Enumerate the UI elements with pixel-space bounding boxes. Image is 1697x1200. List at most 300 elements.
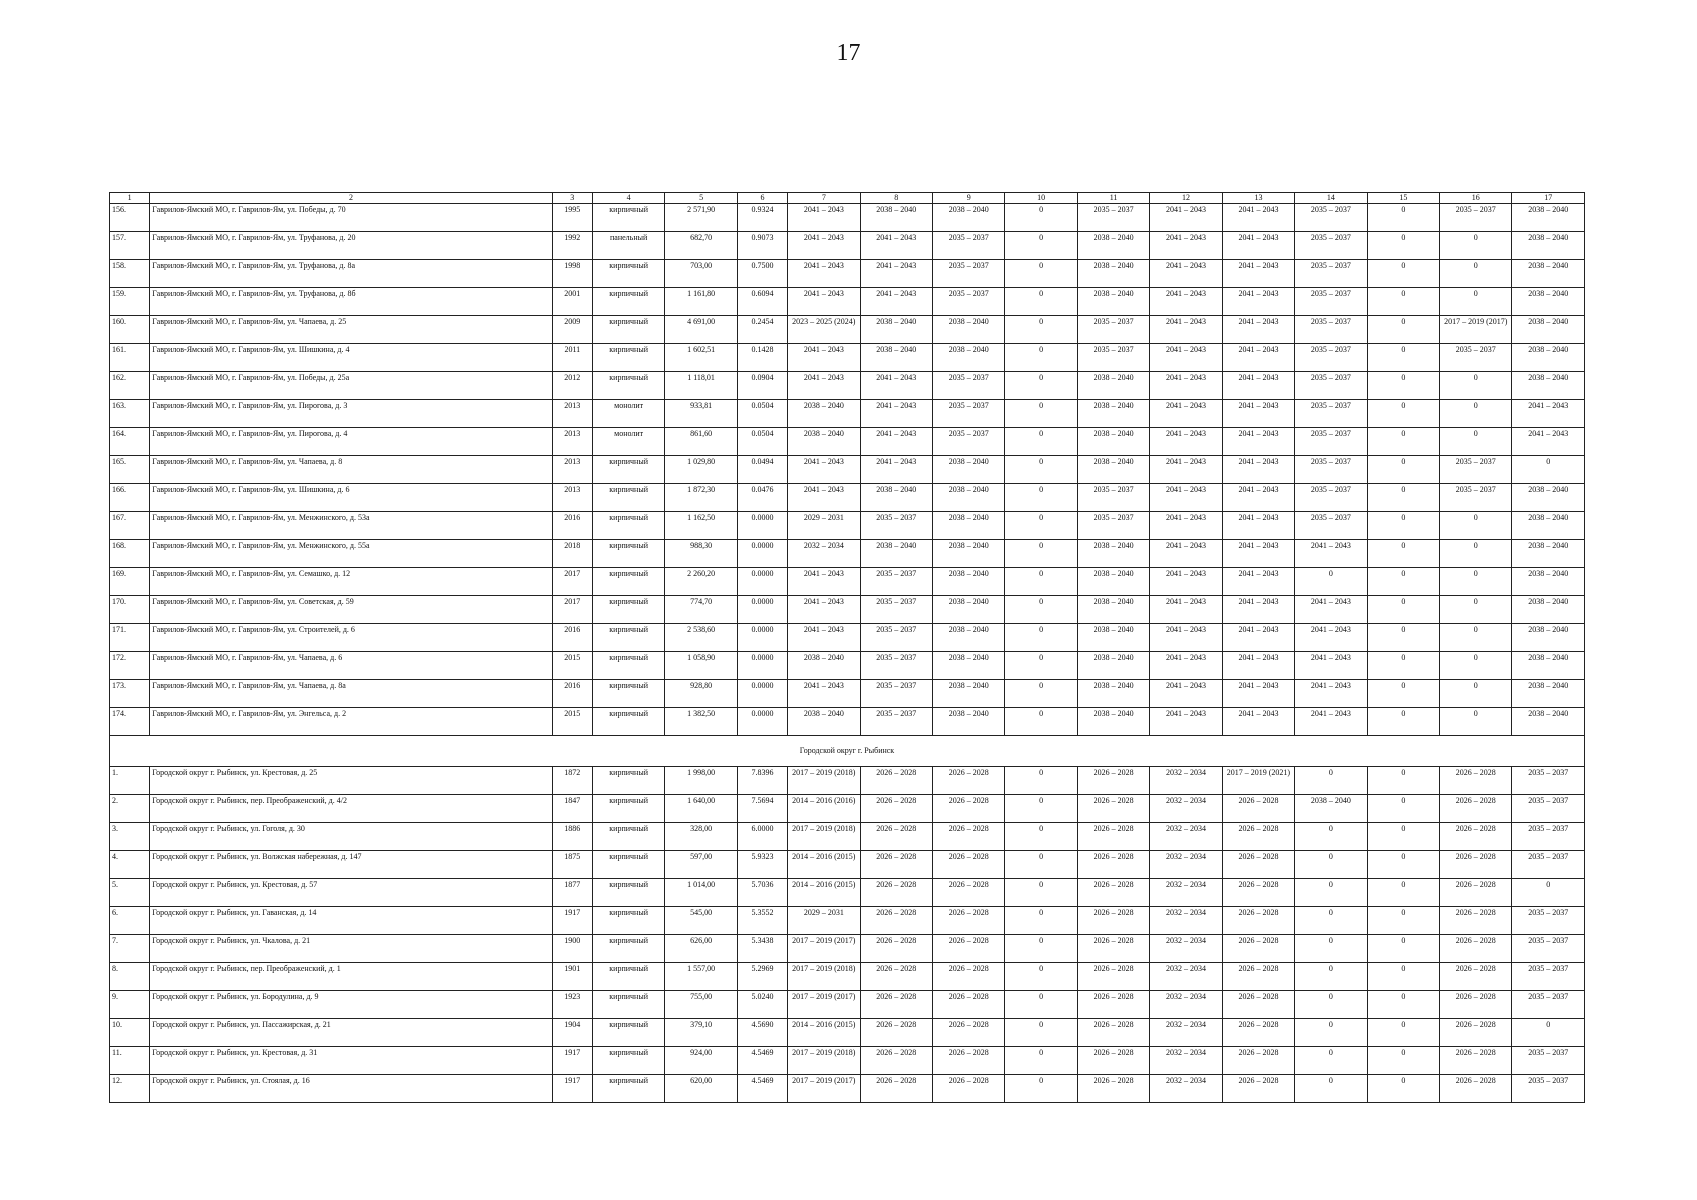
cell-col-10: 0 — [1005, 795, 1077, 823]
cell-col-17: 2038 – 2040 — [1512, 316, 1585, 344]
table-row — [110, 935, 1585, 963]
cell-col-12: 2041 – 2043 — [1150, 624, 1222, 652]
cell-col-17: 0 — [1512, 1019, 1585, 1047]
cell-col-12: 2041 – 2043 — [1150, 568, 1222, 596]
cell-col-8: 2035 – 2037 — [860, 596, 932, 624]
cell-col-3: 1872 — [552, 767, 592, 795]
cell-col-17: 2038 – 2040 — [1512, 568, 1585, 596]
cell-col-1: 160. — [110, 316, 150, 344]
cell-col-2: Гаврилов-Ямский МО, г. Гаврилов-Ям, ул. Шишкина, д. 6 — [150, 484, 552, 512]
cell-col-7: 2017 – 2019 (2018) — [788, 823, 860, 851]
cell-col-17: 2035 – 2037 — [1512, 795, 1585, 823]
cell-col-6: 0.0000 — [737, 708, 787, 736]
cell-col-13: 2041 – 2043 — [1222, 680, 1294, 708]
cell-col-6: 5.9323 — [737, 851, 787, 879]
table-body-rybinsk — [110, 767, 1585, 1103]
cell-col-5: 861,60 — [665, 428, 737, 456]
cell-col-10: 0 — [1005, 1075, 1077, 1103]
cell-col-8: 2026 – 2028 — [860, 1047, 932, 1075]
cell-col-3: 2016 — [552, 512, 592, 540]
cell-col-10: 0 — [1005, 767, 1077, 795]
cell-col-4: кирпичный — [592, 823, 664, 851]
cell-col-16: 2026 – 2028 — [1440, 991, 1512, 1019]
cell-col-6: 0.0000 — [737, 680, 787, 708]
cell-col-3: 2013 — [552, 456, 592, 484]
cell-col-14: 2041 – 2043 — [1295, 708, 1367, 736]
cell-col-12: 2041 – 2043 — [1150, 316, 1222, 344]
cell-col-6: 0.0000 — [737, 568, 787, 596]
cell-col-15: 0 — [1367, 1047, 1439, 1075]
cell-col-11: 2038 – 2040 — [1077, 456, 1149, 484]
table-row — [110, 963, 1585, 991]
cell-col-6: 7.8396 — [737, 767, 787, 795]
cell-col-15: 0 — [1367, 652, 1439, 680]
cell-col-8: 2035 – 2037 — [860, 680, 932, 708]
cell-col-7: 2041 – 2043 — [788, 260, 860, 288]
table-row — [110, 428, 1585, 456]
cell-col-17: 2038 – 2040 — [1512, 344, 1585, 372]
cell-col-1: 1. — [110, 767, 150, 795]
cell-col-9: 2026 – 2028 — [932, 795, 1004, 823]
cell-col-6: 0.0504 — [737, 428, 787, 456]
cell-col-17: 2035 – 2037 — [1512, 1047, 1585, 1075]
cell-col-10: 0 — [1005, 1019, 1077, 1047]
cell-col-1: 159. — [110, 288, 150, 316]
cell-col-5: 379,10 — [665, 1019, 737, 1047]
cell-col-7: 2017 – 2019 (2018) — [788, 963, 860, 991]
cell-col-16: 0 — [1440, 624, 1512, 652]
cell-col-2: Городской округ г. Рыбинск, ул. Пассажирская, д. 21 — [150, 1019, 552, 1047]
cell-col-14: 0 — [1295, 1019, 1367, 1047]
cell-col-3: 2015 — [552, 652, 592, 680]
cell-col-7: 2041 – 2043 — [788, 568, 860, 596]
cell-col-14: 2035 – 2037 — [1295, 204, 1367, 232]
cell-col-5: 682,70 — [665, 232, 737, 260]
cell-col-13: 2041 – 2043 — [1222, 596, 1294, 624]
cell-col-8: 2035 – 2037 — [860, 708, 932, 736]
cell-col-17: 0 — [1512, 456, 1585, 484]
column-header-1: 1 — [110, 193, 150, 204]
cell-col-8: 2026 – 2028 — [860, 795, 932, 823]
cell-col-5: 928,80 — [665, 680, 737, 708]
cell-col-10: 0 — [1005, 372, 1077, 400]
cell-col-16: 2026 – 2028 — [1440, 963, 1512, 991]
cell-col-5: 1 029,80 — [665, 456, 737, 484]
cell-col-3: 2017 — [552, 596, 592, 624]
cell-col-17: 2041 – 2043 — [1512, 428, 1585, 456]
cell-col-1: 157. — [110, 232, 150, 260]
cell-col-4: кирпичный — [592, 540, 664, 568]
cell-col-2: Гаврилов-Ямский МО, г. Гаврилов-Ям, ул. Шишкина, д. 4 — [150, 344, 552, 372]
cell-col-9: 2035 – 2037 — [932, 232, 1004, 260]
cell-col-2: Гаврилов-Ямский МО, г. Гаврилов-Ям, ул. Менжинского, д. 53а — [150, 512, 552, 540]
cell-col-6: 4.5690 — [737, 1019, 787, 1047]
cell-col-15: 0 — [1367, 851, 1439, 879]
cell-col-10: 0 — [1005, 823, 1077, 851]
cell-col-9: 2026 – 2028 — [932, 935, 1004, 963]
cell-col-1: 167. — [110, 512, 150, 540]
cell-col-14: 2035 – 2037 — [1295, 456, 1367, 484]
cell-col-3: 2016 — [552, 624, 592, 652]
table-row — [110, 596, 1585, 624]
cell-col-9: 2035 – 2037 — [932, 372, 1004, 400]
cell-col-2: Гаврилов-Ямский МО, г. Гаврилов-Ям, ул. Строителей, д. 6 — [150, 624, 552, 652]
cell-col-13: 2041 – 2043 — [1222, 344, 1294, 372]
cell-col-1: 5. — [110, 879, 150, 907]
cell-col-16: 0 — [1440, 652, 1512, 680]
cell-col-11: 2026 – 2028 — [1077, 1075, 1149, 1103]
cell-col-3: 1917 — [552, 1047, 592, 1075]
cell-col-2: Гаврилов-Ямский МО, г. Гаврилов-Ям, ул. Труфанова, д. 20 — [150, 232, 552, 260]
cell-col-12: 2032 – 2034 — [1150, 823, 1222, 851]
cell-col-10: 0 — [1005, 708, 1077, 736]
cell-col-11: 2038 – 2040 — [1077, 428, 1149, 456]
cell-col-11: 2038 – 2040 — [1077, 680, 1149, 708]
column-header-5: 5 — [665, 193, 737, 204]
table-row — [110, 540, 1585, 568]
cell-col-7: 2014 – 2016 (2016) — [788, 795, 860, 823]
cell-col-8: 2038 – 2040 — [860, 316, 932, 344]
cell-col-1: 3. — [110, 823, 150, 851]
cell-col-4: кирпичный — [592, 935, 664, 963]
cell-col-16: 2026 – 2028 — [1440, 879, 1512, 907]
cell-col-7: 2041 – 2043 — [788, 456, 860, 484]
cell-col-16: 2026 – 2028 — [1440, 851, 1512, 879]
cell-col-15: 0 — [1367, 680, 1439, 708]
cell-col-14: 2035 – 2037 — [1295, 484, 1367, 512]
table-row — [110, 795, 1585, 823]
cell-col-15: 0 — [1367, 708, 1439, 736]
cell-col-3: 1998 — [552, 260, 592, 288]
cell-col-2: Гаврилов-Ямский МО, г. Гаврилов-Ям, ул. Труфанова, д. 8б — [150, 288, 552, 316]
cell-col-11: 2026 – 2028 — [1077, 879, 1149, 907]
cell-col-3: 1917 — [552, 1075, 592, 1103]
cell-col-15: 0 — [1367, 1019, 1439, 1047]
cell-col-1: 161. — [110, 344, 150, 372]
cell-col-13: 2026 – 2028 — [1222, 1075, 1294, 1103]
cell-col-14: 0 — [1295, 963, 1367, 991]
cell-col-5: 1 872,30 — [665, 484, 737, 512]
cell-col-3: 1847 — [552, 795, 592, 823]
cell-col-9: 2038 – 2040 — [932, 204, 1004, 232]
cell-col-15: 0 — [1367, 963, 1439, 991]
cell-col-10: 0 — [1005, 963, 1077, 991]
column-header-11: 11 — [1077, 193, 1149, 204]
cell-col-8: 2038 – 2040 — [860, 540, 932, 568]
cell-col-1: 4. — [110, 851, 150, 879]
cell-col-13: 2041 – 2043 — [1222, 204, 1294, 232]
cell-col-3: 1886 — [552, 823, 592, 851]
cell-col-11: 2038 – 2040 — [1077, 288, 1149, 316]
cell-col-14: 2035 – 2037 — [1295, 400, 1367, 428]
column-number-row — [110, 193, 1585, 204]
cell-col-2: Городской округ г. Рыбинск, ул. Крестовая, д. 57 — [150, 879, 552, 907]
cell-col-4: кирпичный — [592, 879, 664, 907]
column-header-6: 6 — [737, 193, 787, 204]
cell-col-10: 0 — [1005, 991, 1077, 1019]
cell-col-9: 2038 – 2040 — [932, 624, 1004, 652]
cell-col-1: 2. — [110, 795, 150, 823]
cell-col-5: 933,81 — [665, 400, 737, 428]
cell-col-1: 174. — [110, 708, 150, 736]
cell-col-15: 0 — [1367, 568, 1439, 596]
table-row — [110, 991, 1585, 1019]
cell-col-16: 0 — [1440, 260, 1512, 288]
cell-col-11: 2035 – 2037 — [1077, 344, 1149, 372]
table-row — [110, 1075, 1585, 1103]
cell-col-16: 0 — [1440, 568, 1512, 596]
cell-col-9: 2026 – 2028 — [932, 991, 1004, 1019]
cell-col-8: 2026 – 2028 — [860, 1075, 932, 1103]
cell-col-2: Городской округ г. Рыбинск, пер. Преображенский, д. 4/2 — [150, 795, 552, 823]
column-header-10: 10 — [1005, 193, 1077, 204]
cell-col-1: 12. — [110, 1075, 150, 1103]
cell-col-12: 2032 – 2034 — [1150, 935, 1222, 963]
table-row — [110, 767, 1585, 795]
cell-col-7: 2041 – 2043 — [788, 232, 860, 260]
cell-col-14: 2035 – 2037 — [1295, 428, 1367, 456]
cell-col-12: 2041 – 2043 — [1150, 708, 1222, 736]
cell-col-10: 0 — [1005, 316, 1077, 344]
cell-col-3: 1900 — [552, 935, 592, 963]
cell-col-2: Гаврилов-Ямский МО, г. Гаврилов-Ям, ул. Советская, д. 59 — [150, 596, 552, 624]
cell-col-13: 2041 – 2043 — [1222, 316, 1294, 344]
cell-col-9: 2026 – 2028 — [932, 1019, 1004, 1047]
cell-col-11: 2026 – 2028 — [1077, 935, 1149, 963]
cell-col-16: 2017 – 2019 (2017) — [1440, 316, 1512, 344]
cell-col-8: 2026 – 2028 — [860, 907, 932, 935]
cell-col-2: Городской округ г. Рыбинск, ул. Гоголя, д. 30 — [150, 823, 552, 851]
cell-col-12: 2041 – 2043 — [1150, 232, 1222, 260]
table-row — [110, 372, 1585, 400]
cell-col-11: 2038 – 2040 — [1077, 652, 1149, 680]
cell-col-14: 0 — [1295, 851, 1367, 879]
cell-col-6: 0.6094 — [737, 288, 787, 316]
cell-col-13: 2041 – 2043 — [1222, 652, 1294, 680]
cell-col-16: 0 — [1440, 372, 1512, 400]
table-row — [110, 879, 1585, 907]
cell-col-11: 2026 – 2028 — [1077, 795, 1149, 823]
cell-col-6: 4.5469 — [737, 1047, 787, 1075]
cell-col-2: Гаврилов-Ямский МО, г. Гаврилов-Ям, ул. Победы, д. 70 — [150, 204, 552, 232]
cell-col-6: 0.0000 — [737, 652, 787, 680]
cell-col-9: 2026 – 2028 — [932, 851, 1004, 879]
cell-col-17: 2038 – 2040 — [1512, 260, 1585, 288]
column-header-3: 3 — [552, 193, 592, 204]
cell-col-15: 0 — [1367, 232, 1439, 260]
cell-col-10: 0 — [1005, 456, 1077, 484]
cell-col-12: 2041 – 2043 — [1150, 484, 1222, 512]
cell-col-16: 2026 – 2028 — [1440, 823, 1512, 851]
cell-col-5: 545,00 — [665, 907, 737, 935]
cell-col-5: 1 998,00 — [665, 767, 737, 795]
cell-col-5: 924,00 — [665, 1047, 737, 1075]
cell-col-7: 2038 – 2040 — [788, 652, 860, 680]
cell-col-9: 2038 – 2040 — [932, 484, 1004, 512]
cell-col-6: 0.0000 — [737, 512, 787, 540]
cell-col-13: 2026 – 2028 — [1222, 795, 1294, 823]
cell-col-13: 2041 – 2043 — [1222, 708, 1294, 736]
cell-col-7: 2041 – 2043 — [788, 204, 860, 232]
cell-col-7: 2023 – 2025 (2024) — [788, 316, 860, 344]
cell-col-9: 2026 – 2028 — [932, 1047, 1004, 1075]
cell-col-16: 0 — [1440, 428, 1512, 456]
cell-col-15: 0 — [1367, 316, 1439, 344]
cell-col-6: 0.0000 — [737, 624, 787, 652]
cell-col-7: 2017 – 2019 (2017) — [788, 935, 860, 963]
cell-col-4: кирпичный — [592, 344, 664, 372]
cell-col-14: 2035 – 2037 — [1295, 344, 1367, 372]
cell-col-5: 2 260,20 — [665, 568, 737, 596]
cell-col-12: 2032 – 2034 — [1150, 1047, 1222, 1075]
cell-col-16: 2026 – 2028 — [1440, 907, 1512, 935]
cell-col-2: Гаврилов-Ямский МО, г. Гаврилов-Ям, ул. Победы, д. 25а — [150, 372, 552, 400]
cell-col-7: 2041 – 2043 — [788, 680, 860, 708]
cell-col-15: 0 — [1367, 991, 1439, 1019]
cell-col-2: Гаврилов-Ямский МО, г. Гаврилов-Ям, ул. Энгельса, д. 2 — [150, 708, 552, 736]
cell-col-5: 1 058,90 — [665, 652, 737, 680]
cell-col-15: 0 — [1367, 596, 1439, 624]
cell-col-12: 2041 – 2043 — [1150, 400, 1222, 428]
cell-col-3: 1923 — [552, 991, 592, 1019]
column-header-8: 8 — [860, 193, 932, 204]
cell-col-5: 1 382,50 — [665, 708, 737, 736]
cell-col-11: 2038 – 2040 — [1077, 232, 1149, 260]
cell-col-15: 0 — [1367, 1075, 1439, 1103]
table-row — [110, 680, 1585, 708]
cell-col-1: 156. — [110, 204, 150, 232]
cell-col-10: 0 — [1005, 512, 1077, 540]
cell-col-7: 2017 – 2019 (2018) — [788, 1047, 860, 1075]
cell-col-13: 2041 – 2043 — [1222, 428, 1294, 456]
cell-col-15: 0 — [1367, 288, 1439, 316]
cell-col-10: 0 — [1005, 879, 1077, 907]
cell-col-1: 166. — [110, 484, 150, 512]
cell-col-16: 0 — [1440, 708, 1512, 736]
cell-col-12: 2041 – 2043 — [1150, 680, 1222, 708]
cell-col-16: 0 — [1440, 400, 1512, 428]
cell-col-16: 0 — [1440, 540, 1512, 568]
cell-col-10: 0 — [1005, 400, 1077, 428]
cell-col-7: 2029 – 2031 — [788, 907, 860, 935]
table-row — [110, 907, 1585, 935]
table-row — [110, 708, 1585, 736]
section-row — [110, 736, 1585, 767]
cell-col-6: 6.0000 — [737, 823, 787, 851]
cell-col-6: 5.0240 — [737, 991, 787, 1019]
column-header-14: 14 — [1295, 193, 1367, 204]
cell-col-11: 2035 – 2037 — [1077, 316, 1149, 344]
column-header-15: 15 — [1367, 193, 1439, 204]
cell-col-6: 5.7036 — [737, 879, 787, 907]
cell-col-16: 2035 – 2037 — [1440, 344, 1512, 372]
column-header-7: 7 — [788, 193, 860, 204]
cell-col-7: 2041 – 2043 — [788, 484, 860, 512]
cell-col-13: 2026 – 2028 — [1222, 823, 1294, 851]
cell-col-1: 158. — [110, 260, 150, 288]
cell-col-11: 2038 – 2040 — [1077, 708, 1149, 736]
cell-col-5: 1 014,00 — [665, 879, 737, 907]
cell-col-8: 2026 – 2028 — [860, 991, 932, 1019]
cell-col-2: Гаврилов-Ямский МО, г. Гаврилов-Ям, ул. Пирогова, д. 3 — [150, 400, 552, 428]
cell-col-5: 1 602,51 — [665, 344, 737, 372]
cell-col-12: 2041 – 2043 — [1150, 456, 1222, 484]
cell-col-10: 0 — [1005, 1047, 1077, 1075]
cell-col-5: 620,00 — [665, 1075, 737, 1103]
cell-col-5: 755,00 — [665, 991, 737, 1019]
cell-col-15: 0 — [1367, 400, 1439, 428]
cell-col-9: 2026 – 2028 — [932, 1075, 1004, 1103]
cell-col-14: 0 — [1295, 935, 1367, 963]
cell-col-1: 10. — [110, 1019, 150, 1047]
cell-col-10: 0 — [1005, 344, 1077, 372]
cell-col-6: 0.0904 — [737, 372, 787, 400]
cell-col-12: 2032 – 2034 — [1150, 767, 1222, 795]
cell-col-12: 2032 – 2034 — [1150, 991, 1222, 1019]
cell-col-13: 2026 – 2028 — [1222, 851, 1294, 879]
cell-col-11: 2038 – 2040 — [1077, 568, 1149, 596]
cell-col-11: 2026 – 2028 — [1077, 767, 1149, 795]
cell-col-4: кирпичный — [592, 596, 664, 624]
cell-col-5: 2 571,90 — [665, 204, 737, 232]
cell-col-6: 5.2969 — [737, 963, 787, 991]
cell-col-15: 0 — [1367, 907, 1439, 935]
cell-col-6: 0.2454 — [737, 316, 787, 344]
cell-col-4: кирпичный — [592, 851, 664, 879]
cell-col-14: 0 — [1295, 568, 1367, 596]
cell-col-8: 2038 – 2040 — [860, 344, 932, 372]
cell-col-2: Городской округ г. Рыбинск, ул. Гаванская, д. 14 — [150, 907, 552, 935]
cell-col-10: 0 — [1005, 568, 1077, 596]
cell-col-8: 2035 – 2037 — [860, 624, 932, 652]
cell-col-11: 2026 – 2028 — [1077, 1047, 1149, 1075]
cell-col-1: 165. — [110, 456, 150, 484]
table-row — [110, 512, 1585, 540]
cell-col-4: кирпичный — [592, 512, 664, 540]
cell-col-4: кирпичный — [592, 991, 664, 1019]
cell-col-9: 2038 – 2040 — [932, 652, 1004, 680]
cell-col-1: 162. — [110, 372, 150, 400]
cell-col-15: 0 — [1367, 935, 1439, 963]
table-row — [110, 823, 1585, 851]
cell-col-11: 2026 – 2028 — [1077, 823, 1149, 851]
cell-col-14: 0 — [1295, 767, 1367, 795]
cell-col-4: панельный — [592, 232, 664, 260]
cell-col-6: 0.1428 — [737, 344, 787, 372]
cell-col-15: 0 — [1367, 260, 1439, 288]
cell-col-15: 0 — [1367, 344, 1439, 372]
cell-col-3: 2009 — [552, 316, 592, 344]
cell-col-15: 0 — [1367, 767, 1439, 795]
cell-col-11: 2035 – 2037 — [1077, 484, 1149, 512]
cell-col-14: 2035 – 2037 — [1295, 288, 1367, 316]
cell-col-4: кирпичный — [592, 680, 664, 708]
cell-col-17: 0 — [1512, 879, 1585, 907]
cell-col-3: 2011 — [552, 344, 592, 372]
cell-col-16: 2035 – 2037 — [1440, 456, 1512, 484]
cell-col-13: 2041 – 2043 — [1222, 372, 1294, 400]
cell-col-13: 2041 – 2043 — [1222, 260, 1294, 288]
cell-col-13: 2041 – 2043 — [1222, 568, 1294, 596]
cell-col-4: кирпичный — [592, 456, 664, 484]
cell-col-16: 0 — [1440, 596, 1512, 624]
cell-col-11: 2038 – 2040 — [1077, 540, 1149, 568]
cell-col-9: 2038 – 2040 — [932, 596, 1004, 624]
cell-col-4: кирпичный — [592, 484, 664, 512]
cell-col-17: 2035 – 2037 — [1512, 935, 1585, 963]
cell-col-3: 2013 — [552, 428, 592, 456]
cell-col-9: 2035 – 2037 — [932, 260, 1004, 288]
